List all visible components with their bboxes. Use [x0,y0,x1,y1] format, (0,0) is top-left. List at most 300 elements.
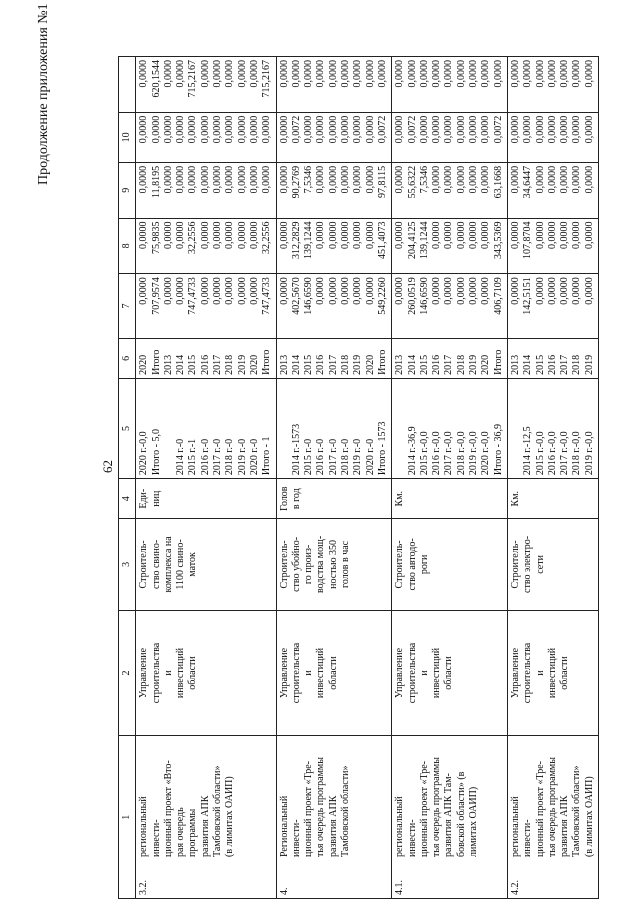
col6-cell-line: 0,0000 [278,277,290,305]
year-cell-line: 2015 [303,354,315,375]
capacity-cell [392,378,508,478]
executor-cell-line: Управление [278,647,290,699]
capacity-cell-line: 2015 г.-0,0 [418,431,430,476]
col9-cell [507,112,598,162]
col10-cell-line: 0,0000 [138,60,150,88]
col10-cell-line: 0,0000 [394,60,406,88]
col6-cell-line: 0,0000 [327,277,339,305]
col8-cell-line: 0,0000 [187,165,199,194]
col7-cell-line: 0,0000 [443,221,455,250]
capacity-cell-line: 2014 г.-1573 [290,423,302,476]
col6-cell-line: 0,0000 [212,277,224,305]
project-name-line: лимитах ОАИП) [468,786,480,857]
col6-cell-line: 146,6590 [418,277,430,315]
col9-cell-line: 0,0000 [162,115,174,144]
col6-cell-line: 402,5670 [290,277,302,315]
object-cell-line: голов в час [340,540,352,588]
unit-cell-line: в год [290,488,302,510]
column-number: 5 [119,378,136,478]
capacity-cell-line: 2014 г.-12,5 [522,426,534,476]
col10-cell-line: 715,2167 [261,60,273,98]
project-cell [507,736,598,899]
project-name-line: ционный проект «Тре- [418,761,430,857]
project-name-line: региональный инвести- [138,796,162,857]
col6-cell-line: 0,0000 [236,277,248,305]
col10-cell-line: 0,0000 [315,60,327,88]
project-name [510,757,596,857]
col10-cell [136,57,276,113]
col9-cell-line: 0,0000 [261,115,273,144]
col6-cell-line: 0,0000 [468,277,480,305]
executor-cell-line: строительства [522,642,534,704]
project-cell [276,736,392,899]
object-cell-line: Строитель- [394,540,406,589]
capacity-cell-line: 2017 г.-0,0 [443,431,455,476]
capacity-cell-line: 2016 г.-0 [199,438,211,476]
project-name-line: бовской области» (в [455,771,467,857]
project-name-line: Региональный инвести- [278,795,302,857]
col8-cell-line: 0,0000 [534,165,546,194]
object-cell-line: го произ- [303,544,315,585]
column-number: 1 [119,736,136,899]
capacity-cell-line: 2016 г.-0,0 [546,431,558,476]
col10-cell-line: 0,0000 [175,60,187,88]
col9-cell-line: 0,0000 [236,115,248,144]
project-name-line: Тамбовской области» [212,765,224,857]
capacity-cell-line: Итого - 1 [261,436,273,476]
year-cell-line: 2014 [290,354,302,375]
col9-cell-line: 0,0000 [431,115,443,144]
executor-cell-line: инвестиций [431,647,443,699]
col7-cell-line: 0,0000 [546,221,558,250]
col7-cell-line: 0,0000 [327,221,339,250]
col9-cell-line: 0,0000 [468,115,480,144]
capacity-cell-line: 2017 г.-0,0 [559,431,571,476]
year-cell-line: 2019 [236,354,248,375]
project-name-line: ционный проект «Тре- [303,761,315,857]
col6-cell-line: 549,2260 [376,277,388,315]
year-cell-line: 2020 [248,354,260,375]
col6-cell-line: 0,0000 [175,277,187,305]
col7-cell-line: 0,0000 [175,221,187,250]
col6-cell [136,274,276,339]
col7-cell-line: 0,0000 [431,221,443,250]
executor-cell-line: области [327,656,339,690]
executor-cell [136,610,276,736]
col9-cell-line: 0,0000 [212,115,224,144]
executor-cell-line: области [187,656,199,690]
col10-cell [392,57,508,113]
executor-cell-line: и [418,670,430,676]
col8-cell-line: 7,5346 [303,165,315,194]
year-cell-line: 2017 [559,354,571,375]
col10-cell-line: 0,0000 [376,60,388,88]
col7-cell-line: 0,0000 [559,221,571,250]
row-number: 4.1. [394,880,406,895]
year-cell-line: 2020 [480,354,492,375]
col9-cell-line: 0,0000 [248,115,260,144]
capacity-cell [136,378,276,478]
col9-cell-line: 0,0000 [364,115,376,144]
col6-cell-line: 0,0000 [546,277,558,305]
appendix-title: Продолжение приложения №1 [36,3,51,185]
col10-cell-line: 0,0000 [162,60,174,88]
year-cell-line: 2016 [431,354,443,375]
unit-cell-line: ниц [150,490,162,507]
col10-cell-line: 0,0000 [571,60,583,88]
col9-cell-line: 0,0000 [559,115,571,144]
col7-cell-line: 312,2829 [290,221,302,260]
year-cell-line: 2014 [522,354,534,375]
col8-cell-line: 0,0000 [261,165,273,194]
capacity-cell-line: 2020 г.-0,0 [480,431,492,476]
col6-cell-line: 0,0000 [394,277,406,305]
col6-cell-line: 0,0000 [431,277,443,305]
col8-cell-line: 0,0000 [236,165,248,194]
executor-cell-line: и [534,670,546,676]
col9-cell [276,112,392,162]
capacity-cell-line [394,382,406,475]
project-name-line: развития АПК [559,795,571,857]
col8-cell-line: 7,5346 [418,165,430,194]
column-number-spacer [119,57,136,113]
capacity-cell-line: 2015 г.-1 [187,438,199,476]
col10-cell-line: 0,0000 [455,60,467,88]
project-name-line: развития АПК Там- [443,773,455,857]
col7-cell-line: 0,0000 [315,221,327,250]
col10-cell-line: 0,0000 [509,60,521,88]
project-name-line: Тамбовской области» [571,765,583,857]
col6-cell-line: 707,9574 [150,277,162,315]
col9-cell-line: 0,0000 [187,115,199,144]
unit-cell [136,479,276,519]
col8-cell-line: 0,0000 [352,165,364,194]
col9-cell-line: 0,0000 [455,115,467,144]
col9-cell-line: 0,0072 [492,115,504,144]
col7-cell-line: 0,0000 [138,221,150,250]
capacity-cell-line [510,382,522,475]
col7-cell-line: 0,0000 [248,221,260,250]
project-name-line: (в лимитах ОАИП) [224,776,236,857]
col6-cell-line: 0,0000 [443,277,455,305]
col6-cell-line: 0,0000 [480,277,492,305]
col6-cell-line: 0,0000 [315,277,327,305]
object-cell [392,519,508,610]
object-cell-line: Строитель- [509,540,521,589]
col10-cell-line: 0,0000 [290,60,302,88]
object-cell-line: ностью 350 [327,539,339,589]
object-cell-line: Строитель- [278,540,290,589]
capacity-cell [507,378,598,478]
year-cell-line: 2016 [315,354,327,375]
col7-cell-line: 0,0000 [394,221,406,250]
col7-cell-line: 343,5369 [492,221,504,260]
table-row [392,57,508,899]
col6-cell-line: 0,0000 [340,277,352,305]
project-name-line: рая очередь программы [175,807,199,857]
capacity-cell-line [163,382,175,475]
col8-cell-line: 0,0000 [175,165,187,194]
col7-cell-line: 0,0000 [278,221,290,250]
capacity-cell-line: 2019 г.-0,0 [468,431,480,476]
year-cell-line: 2015 [534,354,546,375]
column-number: 10 [119,112,136,162]
col8-cell-line: 0,0000 [138,165,150,194]
year-cell-line: 2013 [162,354,174,375]
year-cell-line: 2018 [455,354,467,375]
col7-cell-line: 0,0000 [571,221,583,250]
executor-cell-line: и [162,670,174,676]
col6-cell-line: 747,4733 [187,277,199,315]
executor-cell [507,610,598,736]
capacity-cell-line: 2016 г.-0 [315,438,327,476]
capacity-cell-line: 2018 г.-0 [224,438,236,476]
year-cell [276,338,392,378]
year-cell-line: 2017 [443,354,455,375]
col8-cell-line: 63,1668 [492,165,504,199]
project-name [138,757,236,857]
col10-cell-line: 0,0000 [340,60,352,88]
capacity-cell-line: 2018 г.-0,0 [571,431,583,476]
column-number-row [119,57,136,899]
executor-cell-line: инвестиций [175,647,187,699]
col7-cell-line: 0,0000 [364,221,376,250]
col9-cell-line: 0,0072 [376,115,388,144]
col10-cell-line: 0,0000 [522,60,534,88]
executor-cell-line: области [559,656,571,690]
col10-cell-line: 715,2167 [187,60,199,98]
capacity-cell-line: 2014 г.-0 [175,438,187,476]
col9-cell-line: 0,0000 [394,115,406,144]
col6-cell-line: 406,7109 [492,277,504,315]
col8-cell-line: 0,0000 [480,165,492,194]
table-row [136,57,276,899]
col8-cell-line: 0,0000 [327,165,339,194]
executor-cell-line: строительства [290,642,302,704]
project-cell [136,736,276,899]
year-cell-line: 2020 [364,354,376,375]
unit-cell-line: Голов [278,486,290,511]
year-cell-line: Итого [492,349,504,375]
year-cell [392,338,508,378]
col8-cell-line: 0,0000 [394,165,406,194]
col8-cell [276,162,392,218]
object-cell-line: ство автодо- [406,538,418,591]
col7-cell-line: 32,2556 [261,221,273,255]
project-name-line: тья очередь программы [546,757,558,857]
year-cell-line: 2016 [199,354,211,375]
col9-cell-line: 0,0000 [199,115,211,144]
capacity-cell-line: Итого - 5,0 [150,429,162,476]
capacity-cell-line: 2015 г.-0 [303,438,315,476]
col8-cell-line: 0,0000 [583,165,595,194]
col7-cell [392,218,508,274]
col6-cell-line: 0,0000 [534,277,546,305]
col6-cell-line: 142,5151 [522,277,534,315]
column-number: 6 [119,338,136,378]
col9-cell-line: 0,0000 [534,115,546,144]
col6-cell-line: 747,4733 [261,277,273,315]
row-number: 4. [278,887,290,895]
col6-cell-line: 0,0000 [559,277,571,305]
col9-cell-line: 0,0000 [278,115,290,144]
year-cell-line: 2013 [509,354,521,375]
column-number: 8 [119,218,136,274]
col7-cell-line: 204,4125 [406,221,418,260]
capacity-cell-line: Итого - 36,9 [492,424,504,476]
col9-cell-line: 0,0000 [150,115,162,144]
col6-cell-line: 0,0000 [455,277,467,305]
col8-cell-line: 34,6447 [522,165,534,199]
col10-cell-line: 0,0000 [559,60,571,88]
column-number: 7 [119,274,136,339]
object-cell [507,519,598,610]
unit-cell-line: Еди- [138,488,150,509]
year-cell-line: 2018 [571,354,583,375]
year-cell-line: 2020 [138,354,150,375]
capacity-cell-line: 2017 г.-0 [212,438,224,476]
year-cell-line: 2018 [224,354,236,375]
capacity-cell-line: 2018 г.-0 [340,438,352,476]
col10-cell-line: 0,0000 [492,60,504,88]
col7-cell-line: 0,0000 [455,221,467,250]
col7-cell-line: 0,0000 [352,221,364,250]
col8-cell-line: 0,0000 [212,165,224,194]
executor-cell-line: области [443,656,455,690]
col10-cell-line: 0,0000 [418,60,430,88]
col8-cell-line: 0,0000 [468,165,480,194]
project-name-line: региональный инвести- [394,796,418,857]
year-cell-line: 2015 [187,354,199,375]
year-cell-line: 2013 [394,354,406,375]
col6-cell-line: 0,0000 [248,277,260,305]
col7-cell-line: 0,0000 [212,221,224,250]
col9-cell-line: 0,0000 [138,115,150,144]
object-cell-line: 1100 свино- [175,539,187,590]
row-number: 4.2. [509,880,521,895]
col7-cell-line: 107,8704 [522,221,534,260]
col7-cell-line: 0,0000 [480,221,492,250]
col7-cell-line: 0,0000 [199,221,211,250]
col10-cell-line: 0,0000 [248,60,260,88]
col8-cell-line: 0,0000 [443,165,455,194]
capacity-cell-line: 2020 г.-0 [248,438,260,476]
object-cell [276,519,392,610]
col9-cell [136,112,276,162]
year-cell-line: Итого [261,349,273,375]
capacity-cell-line: 2017 г.-0 [327,438,339,476]
col8-cell-line: 0,0000 [278,165,290,194]
capacity-cell-line: 2020 г.-0 [364,438,376,476]
year-cell-line: 2018 [340,354,352,375]
col10-cell-line: 0,0000 [480,60,492,88]
project-name-line: Тамбовской области» [340,765,352,857]
capacity-cell-line: 2015 г.-0,0 [534,431,546,476]
col7-cell [507,218,598,274]
project-name-line: тья очередь программы [315,757,327,857]
executor-cell-line: и [303,670,315,676]
col8-cell-line: 0,0000 [364,165,376,194]
col9-cell-line: 0,0000 [175,115,187,144]
capacity-cell-line: Итого - 1573 [376,421,388,476]
col7-cell [136,218,276,274]
col7-cell-line: 0,0000 [509,221,521,250]
object-cell-line: ство убойно- [290,536,302,592]
col8-cell-line: 0,0000 [571,165,583,194]
executor-cell-line: строительства [150,642,162,704]
executor-cell-line: инвестиций [315,647,327,699]
col8-cell [136,162,276,218]
col7-cell-line: 0,0000 [340,221,352,250]
column-number: 9 [119,162,136,218]
project-name-line: развития АПК [327,795,339,857]
page-number: 62 [100,460,115,473]
object-cell-line: роги [418,554,430,575]
col10-cell-line: 0,0000 [443,60,455,88]
col9-cell-line: 0,0072 [290,115,302,144]
year-cell-line: 2019 [352,354,364,375]
unit-cell [507,479,598,519]
col8-cell-line: 0,0000 [340,165,352,194]
year-cell-line: 2013 [278,354,290,375]
col8-cell-line: 0,0000 [224,165,236,194]
col8-cell-line: 90,2769 [290,165,302,199]
col10-cell-line: 0,0000 [224,60,236,88]
col6-cell-line: 0,0000 [138,277,150,305]
col9-cell-line: 0,0000 [303,115,315,144]
capacity-cell-line: 2014 г.-36,9 [406,426,418,476]
col9-cell [392,112,508,162]
year-cell-line: 2019 [583,354,595,375]
year-cell [507,338,598,378]
col8-cell-line: 0,0000 [248,165,260,194]
col8-cell [392,162,508,218]
executor-cell-line: Управление [394,647,406,699]
year-cell-line: 2014 [406,354,418,375]
project-name-line: тья очередь программы [431,757,443,857]
col6-cell [392,274,508,339]
executor-cell-line: Управление [509,647,521,699]
year-cell-line: 2014 [175,354,187,375]
col10-cell-line: 620,1544 [150,60,162,98]
executor-cell [276,610,392,736]
col10-cell-line: 0,0000 [327,60,339,88]
col9-cell-line: 0,0000 [443,115,455,144]
capacity-cell [276,378,392,478]
col10-cell-line: 0,0000 [583,60,595,88]
project-name-line: региональный инвести- [509,796,534,857]
program-table [118,56,599,899]
col10-cell-line: 0,0000 [236,60,248,88]
col10-cell-line: 0,0000 [468,60,480,88]
table-body [136,57,599,899]
col8-cell-line: 0,0000 [455,165,467,194]
executor-cell-line: Управление [138,647,150,699]
object-cell-line: маток [187,552,199,577]
col7-cell-line: 0,0000 [534,221,546,250]
object-cell-line: ство свино- [150,539,162,589]
col7-cell-line: 75,9835 [150,221,162,255]
col10-cell-line: 0,0000 [212,60,224,88]
year-cell-line: Итого [150,349,162,375]
col10-cell-line: 0,0000 [406,60,418,88]
project-cell [392,736,508,899]
capacity-cell-line: 2018 г.-0,0 [455,431,467,476]
year-cell-line: 2017 [327,354,339,375]
col8-cell-line: 0,0000 [162,165,174,194]
col8-cell [507,162,598,218]
col6-cell-line: 0,0000 [509,277,521,305]
